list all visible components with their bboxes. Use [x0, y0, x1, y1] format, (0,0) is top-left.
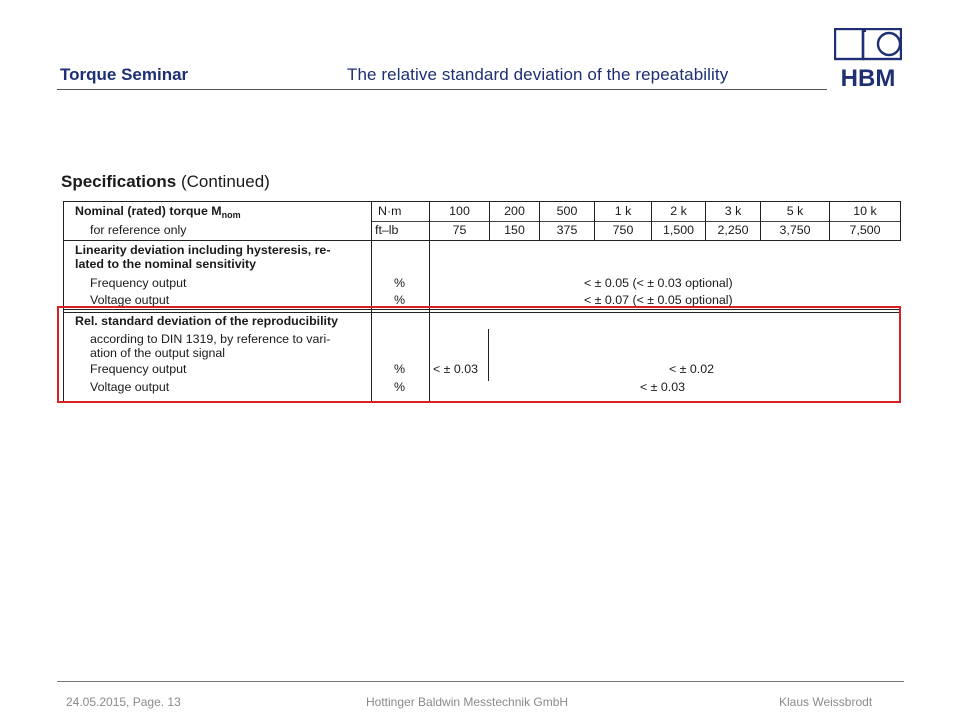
footer-date-page: 24.05.2015, Page. 13: [66, 695, 181, 709]
linearity-voltage-label: Voltage output: [90, 293, 170, 307]
table-row-divider: [63, 240, 901, 241]
reference-unit: ft–lb: [375, 223, 399, 237]
spec-heading-rest: (Continued): [176, 172, 270, 191]
linearity-title-line1: Linearity deviation including hysteresis, re-: [75, 243, 331, 257]
rated-torque-value: 500: [556, 204, 578, 218]
reference-value: 150: [504, 223, 525, 237]
logo-circle: [878, 33, 900, 55]
footer-divider: [57, 681, 904, 682]
table-subrow-divider: [371, 221, 901, 222]
reference-value: 750: [612, 223, 634, 237]
linearity-voltage-value: < ± 0.07 (< ± 0.05 optional): [584, 293, 733, 307]
reproducibility-frequency-unit: %: [394, 362, 406, 376]
linearity-voltage-unit: %: [394, 293, 406, 307]
rated-torque-value: 10 k: [853, 204, 877, 218]
spec-heading: [61, 172, 270, 192]
reproducibility-frequency-label: Frequency output: [90, 362, 187, 376]
reproducibility-voltage-value: < ± 0.03: [640, 380, 686, 394]
reference-value: 1,500: [662, 223, 694, 237]
rated-torque-unit: N·m: [378, 204, 402, 218]
reference-value: 375: [556, 223, 578, 237]
footer-company: Hottinger Baldwin Messtechnik GmbH: [366, 695, 569, 709]
reproducibility-desc-line1: according to DIN 1319, by reference to vari-: [90, 332, 331, 346]
reproducibility-title: Rel. standard deviation of the reproducibility: [75, 314, 338, 328]
rated-torque-label: Nominal (rated) torque $M_{nom}$: [75, 204, 241, 220]
logo-text: HBM: [840, 65, 896, 88]
highlight-frame: [57, 306, 901, 403]
reproducibility-desc-line2: ation of the output signal: [90, 346, 226, 360]
reproducibility-voltage-unit: %: [394, 380, 406, 394]
header-divider: [57, 89, 827, 90]
reference-value: 75: [452, 223, 467, 237]
rated-torque-value: 5 k: [786, 204, 804, 218]
logo-square-left: [835, 29, 863, 59]
rated-torque-value: 200: [504, 204, 525, 218]
footer-author: Klaus Weissbrodt: [779, 695, 873, 709]
rated-torque-value: 2 k: [670, 204, 687, 218]
table-top-border: [63, 201, 901, 202]
slide-title: The relative standard deviation of the repeatability: [347, 65, 729, 84]
rated-torque-value: 1 k: [614, 204, 632, 218]
reproducibility-voltage-label: Voltage output: [90, 380, 170, 394]
seminar-title: Torque Seminar: [60, 65, 189, 84]
reference-value: 2,250: [717, 223, 749, 237]
reference-value: 7,500: [849, 223, 881, 237]
table-right-border: [900, 201, 901, 240]
linearity-frequency-unit: %: [394, 276, 406, 290]
rated-torque-value: 3 k: [724, 204, 742, 218]
hbm-logo: [834, 28, 902, 88]
reproducibility-frequency-value-rest: < ± 0.02: [669, 362, 715, 376]
rated-torque-value: 100: [449, 204, 470, 218]
reference-value: 3,750: [779, 223, 811, 237]
reference-label: for reference only: [90, 223, 187, 237]
spec-heading-bold: Specifications: [61, 172, 177, 191]
linearity-frequency-value: < ± 0.05 (< ± 0.03 optional): [584, 276, 733, 290]
reproducibility-frequency-value-100: < ± 0.03: [433, 362, 479, 376]
linearity-title-line2: lated to the nominal sensitivity: [75, 257, 257, 271]
linearity-frequency-label: Frequency output: [90, 276, 187, 290]
